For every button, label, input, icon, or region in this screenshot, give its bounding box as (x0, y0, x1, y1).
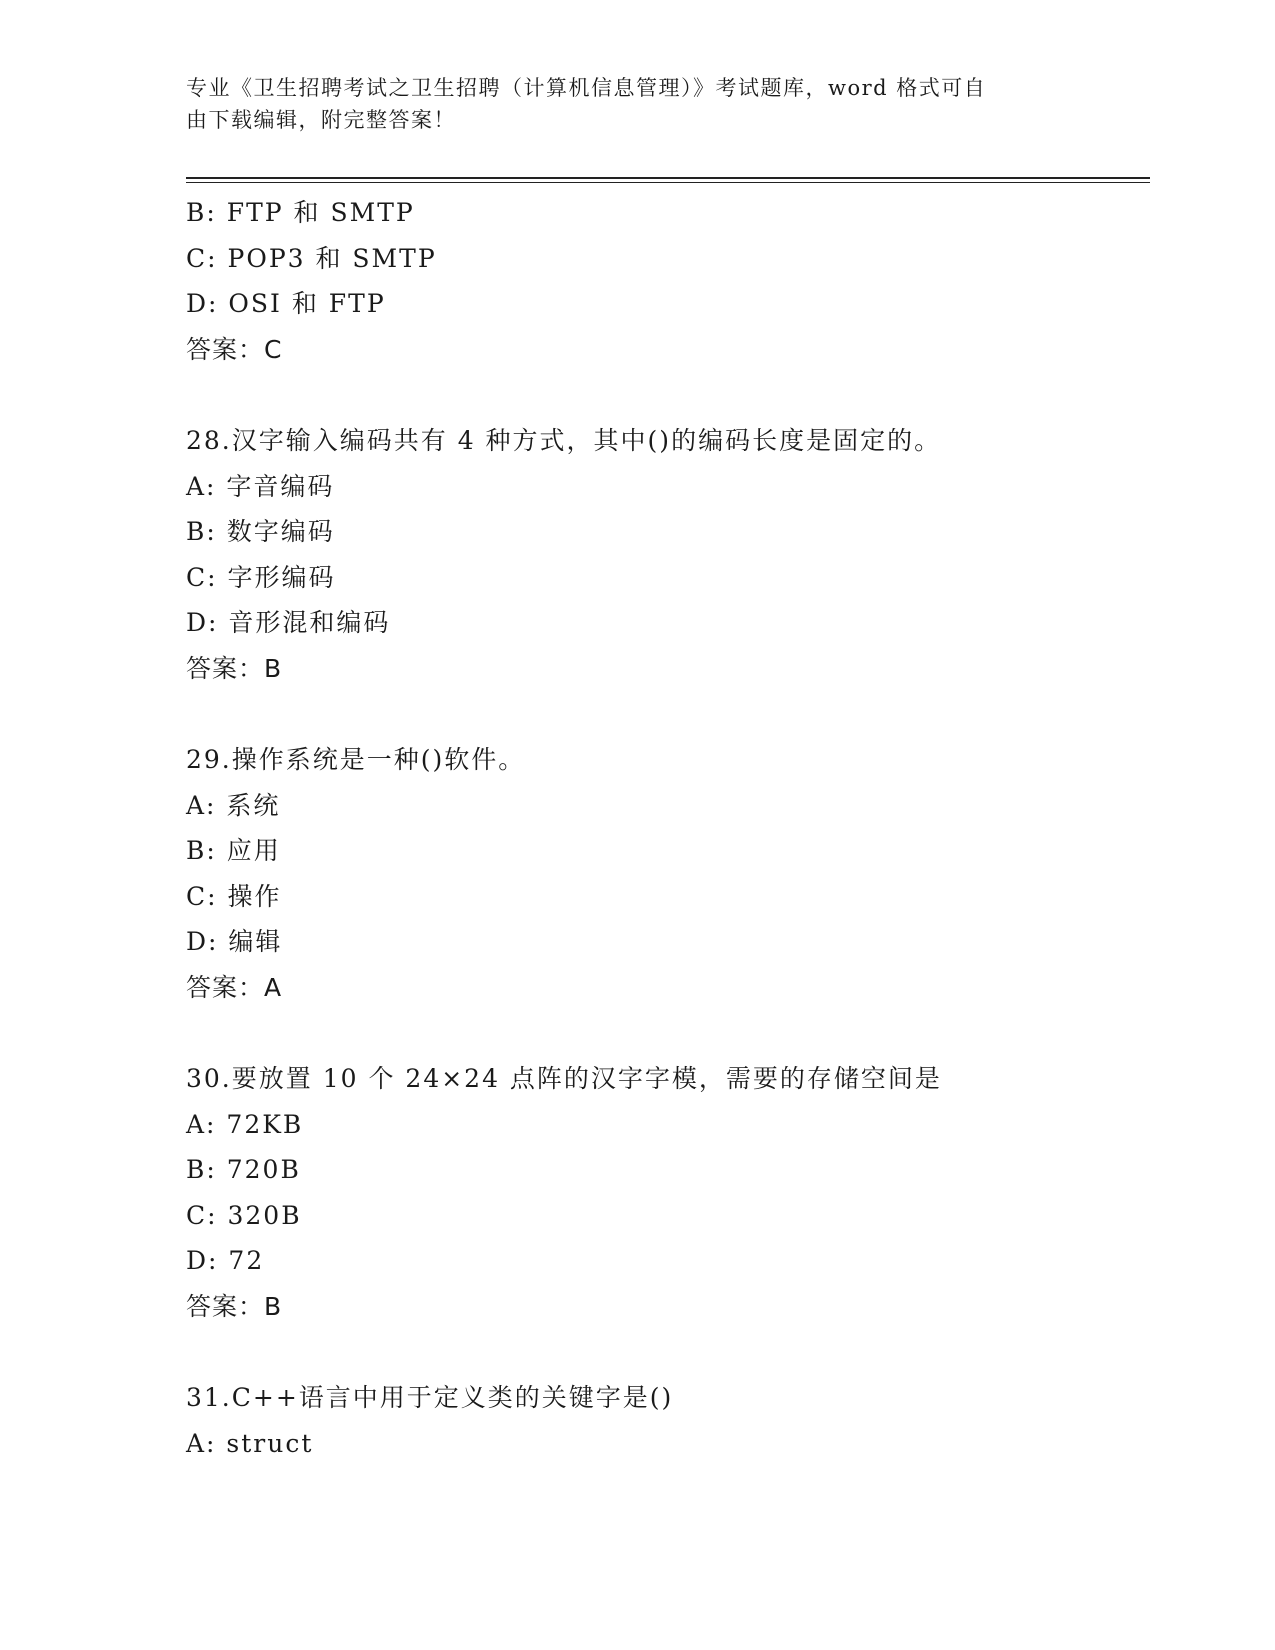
option-d: D: 音形混和编码 (186, 608, 391, 637)
question-stem: 31.C++语言中用于定义类的关键字是() (186, 1383, 674, 1412)
question-block-30 (186, 1056, 1150, 1329)
question-stem: 29.操作系统是一种()软件。 (186, 745, 526, 774)
option-a: A: 字音编码 (186, 471, 335, 501)
question-block-28 (186, 418, 1150, 691)
option-d: D: OSI 和 FTP (186, 289, 386, 318)
option-b: B: 数字编码 (186, 517, 335, 546)
question-stem: 30.要放置 10 个 24×24 点阵的汉字字模，需要的存储空间是 (186, 1064, 942, 1093)
option-b: B: 应用 (186, 836, 281, 865)
option-c: C: 操作 (186, 881, 282, 911)
option-c: C: 字形编码 (186, 562, 336, 592)
question-block-31 (186, 1375, 1150, 1466)
header-line-1: 专业《卫生招聘考试之卫生招聘（计算机信息管理）》考试题库，word 格式可自 (186, 76, 987, 100)
question-stem: 28.汉字输入编码共有 4 种方式，其中()的编码长度是固定的。 (186, 426, 942, 455)
answer-line: 答案：B (186, 653, 283, 683)
answer-line: 答案：A (186, 972, 283, 1002)
document-header (186, 72, 1066, 136)
option-d: D: 72 (186, 1246, 265, 1275)
option-a: A: struct (186, 1428, 314, 1458)
question-list (186, 190, 1150, 1466)
header-divider-thick (186, 177, 1150, 179)
option-c: C: 320B (186, 1200, 302, 1230)
header-divider-thin (186, 182, 1150, 183)
header-line-2: 由下载编辑，附完整答案！ (186, 108, 456, 132)
spacer (186, 691, 1150, 737)
option-d: D: 编辑 (186, 927, 283, 956)
option-b: B: FTP 和 SMTP (186, 198, 415, 227)
spacer (186, 1329, 1150, 1375)
option-c: C: POP3 和 SMTP (186, 243, 437, 273)
answer-line: 答案：C (186, 334, 283, 364)
spacer (186, 1010, 1150, 1056)
option-a: A: 系统 (186, 790, 281, 820)
option-a: A: 72KB (186, 1109, 304, 1139)
question-block-27-continued (186, 190, 1150, 372)
option-b: B: 720B (186, 1155, 301, 1184)
spacer (186, 372, 1150, 418)
answer-line: 答案：B (186, 1291, 283, 1321)
question-block-29 (186, 737, 1150, 1010)
